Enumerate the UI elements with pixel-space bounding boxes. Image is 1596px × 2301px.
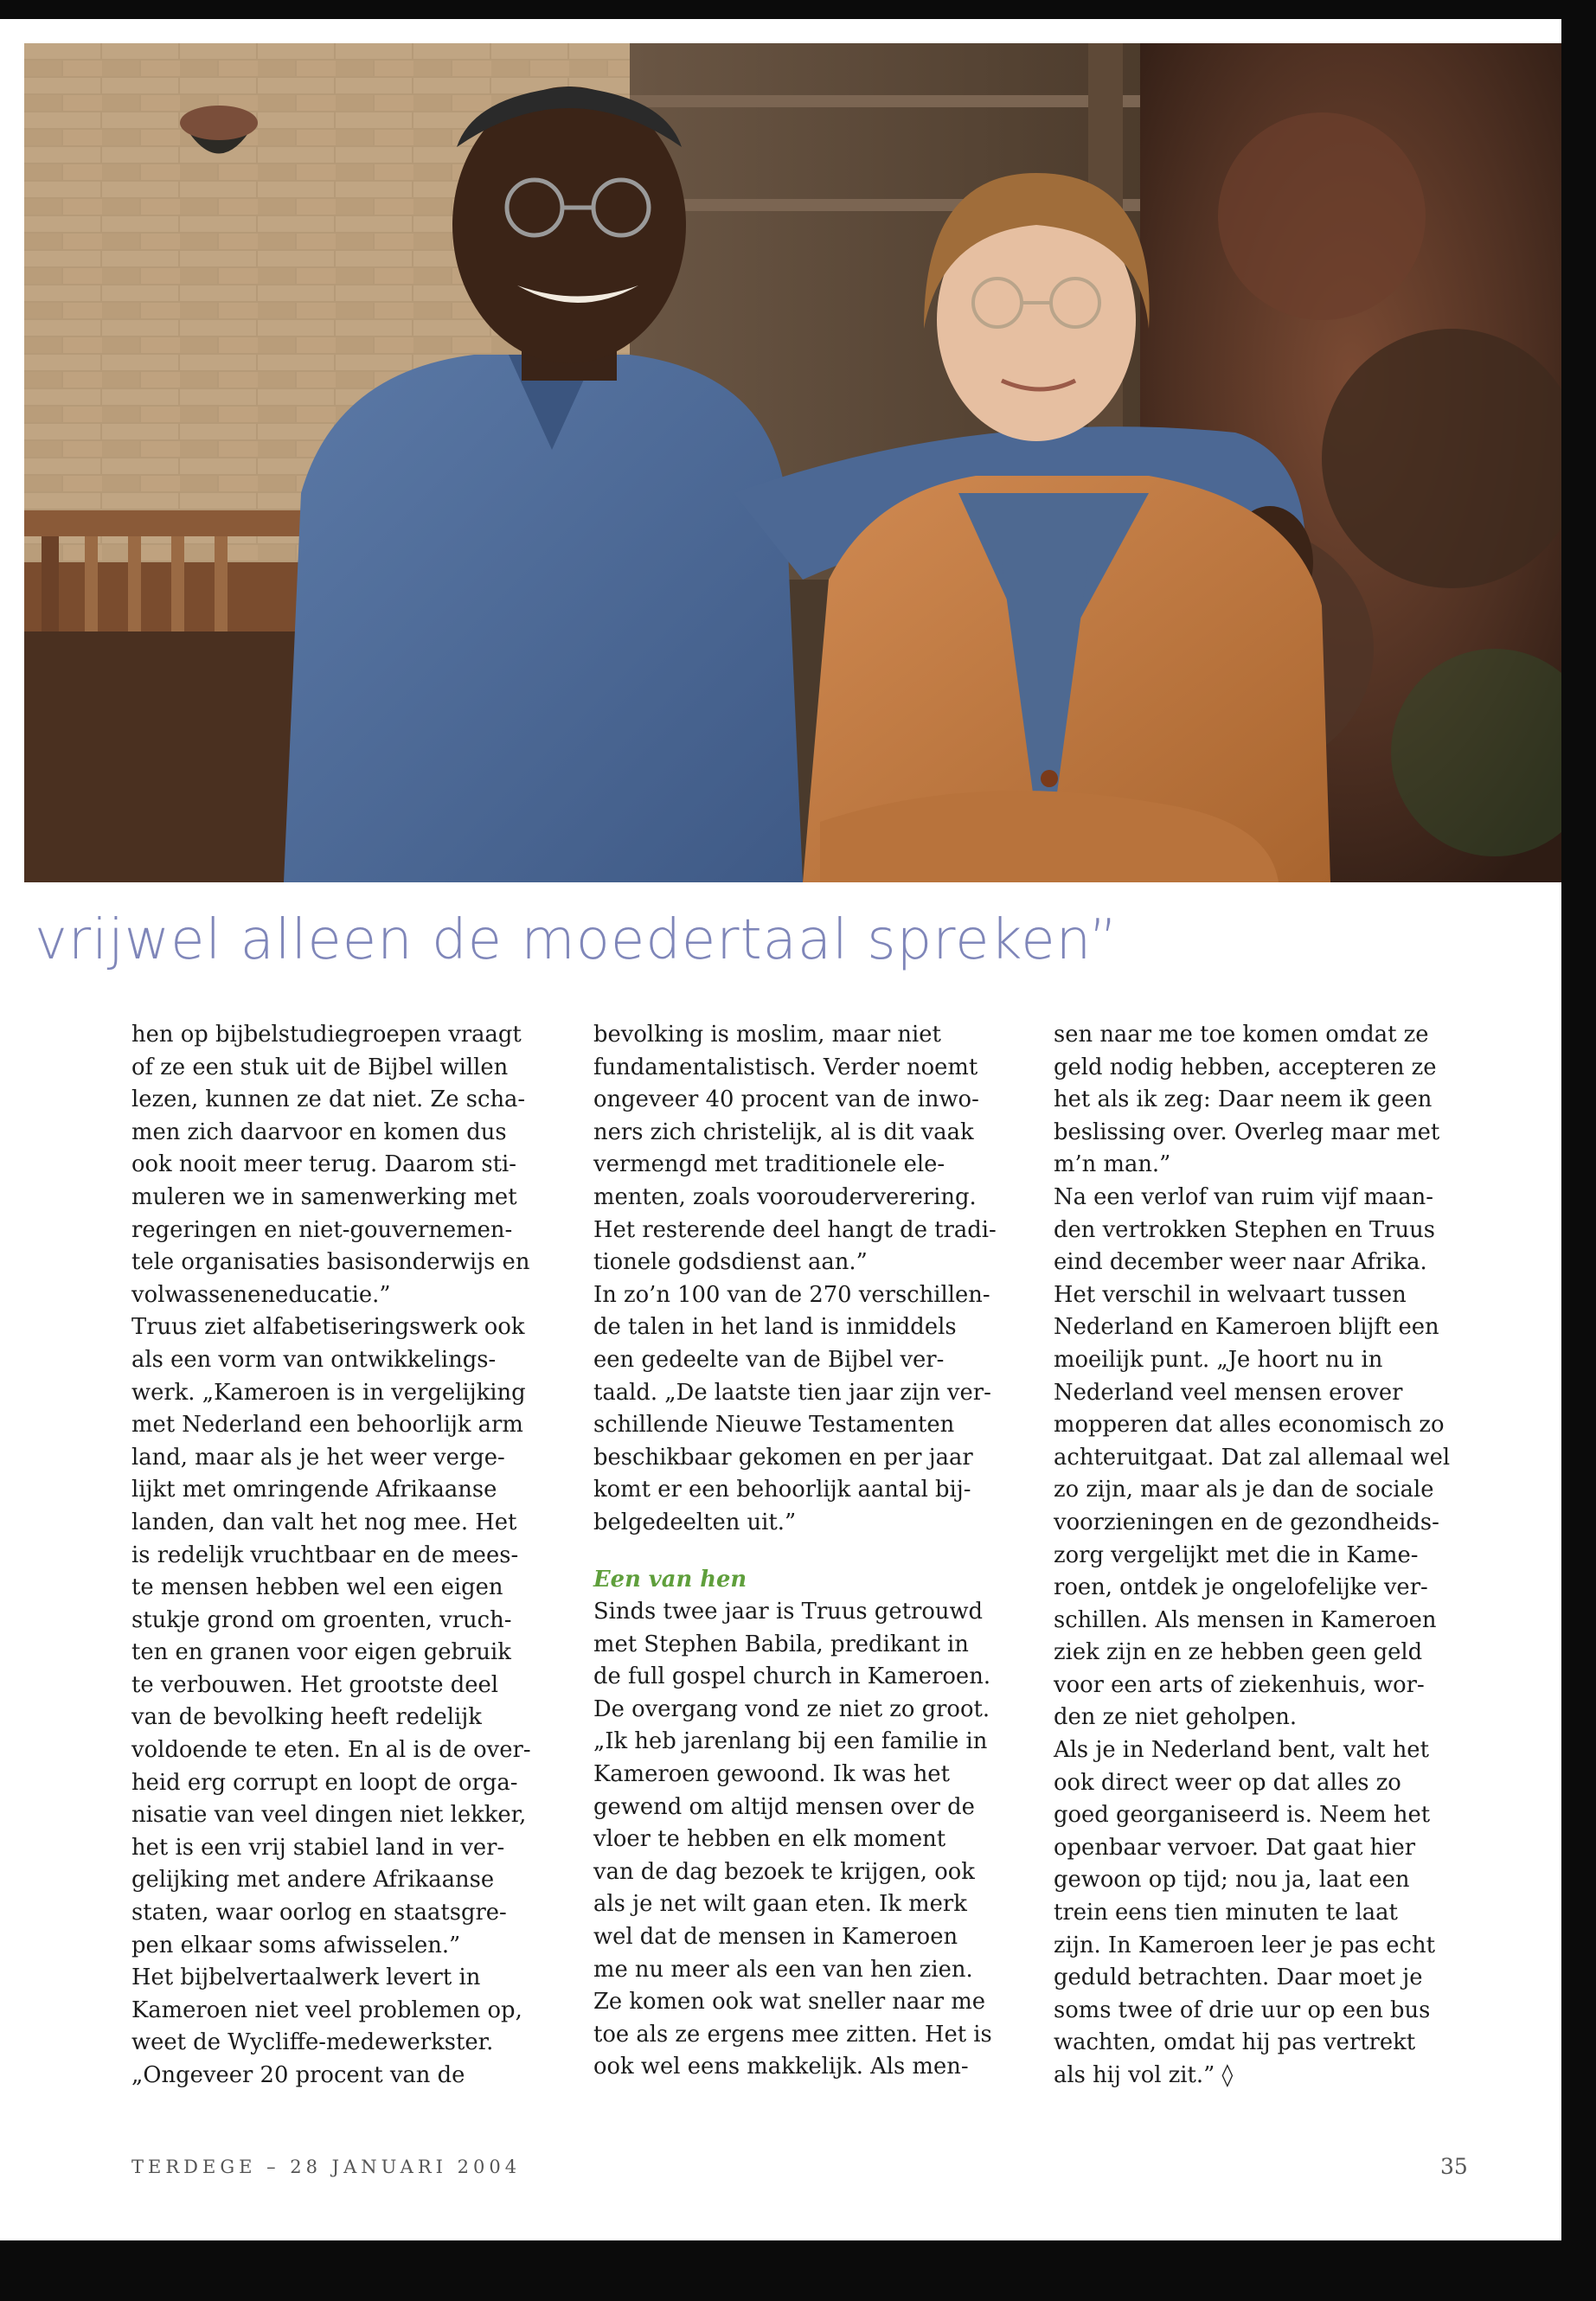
text-line: fundamentalistisch. Verder noemt bbox=[593, 1054, 978, 1080]
text-line: men zich daarvoor en komen dus bbox=[131, 1118, 507, 1145]
text-line: me nu meer als een van hen zien. bbox=[593, 1956, 973, 1983]
text-line: roen, ontdek je ongelofelijke ver- bbox=[1054, 1574, 1428, 1601]
text-line: trein eens tien minuten te laat bbox=[1054, 1900, 1398, 1926]
text-line: bevolking is moslim, maar niet bbox=[593, 1022, 941, 1048]
text-line: ook nooit meer terug. Daarom sti- bbox=[131, 1151, 516, 1178]
text-line: Sinds twee jaar is Truus getrouwd bbox=[593, 1599, 984, 1625]
couple-photo bbox=[24, 43, 1561, 882]
text-line: het is een vrij stabiel land in ver- bbox=[131, 1834, 505, 1861]
text-line: zo zijn, maar als je dan de sociale bbox=[1054, 1477, 1434, 1503]
text-line: de talen in het land is inmiddels bbox=[593, 1314, 957, 1341]
text-line: als je net wilt gaan eten. Ik merk bbox=[593, 1891, 967, 1918]
text-line: ners zich christelijk, al is dit vaak bbox=[593, 1118, 974, 1145]
article-column-2 bbox=[593, 1019, 1017, 2084]
text-line: schillende Nieuwe Testamenten bbox=[593, 1412, 955, 1439]
text-line: Het verschil in welvaart tussen bbox=[1054, 1281, 1407, 1308]
text-line: gewoon op tijd; nou ja, laat een bbox=[1054, 1867, 1410, 1894]
text-line: vermengd met traditionele ele- bbox=[593, 1151, 945, 1178]
text-line: beschikbaar gekomen en per jaar bbox=[593, 1444, 973, 1471]
text-line: eind december weer naar Afrika. bbox=[1054, 1249, 1427, 1276]
text-line: stukje grond om groenten, vruch- bbox=[131, 1606, 512, 1633]
text-line: land, maar als je het weer verge- bbox=[131, 1444, 505, 1471]
text-line: vloer te hebben en elk moment bbox=[593, 1826, 946, 1853]
page-number: 35 bbox=[1440, 2154, 1468, 2179]
text-line: pen elkaar soms afwisselen.” bbox=[131, 1932, 461, 1958]
text-line: met Nederland een behoorlijk arm bbox=[131, 1412, 523, 1439]
text-line: belgedeelten uit.” bbox=[593, 1509, 797, 1535]
text-line: lezen, kunnen ze dat niet. Ze scha- bbox=[131, 1086, 526, 1113]
text-line: ook direct weer op dat alles zo bbox=[1054, 1769, 1401, 1796]
text-line: als hij vol zit.” ◊ bbox=[1054, 2062, 1234, 2088]
text-line: ongeveer 40 procent van de inwo- bbox=[593, 1086, 979, 1113]
text-line: moeilijk punt. „Je hoort nu in bbox=[1054, 1346, 1383, 1373]
text-line: geduld betrachten. Daar moet je bbox=[1054, 1965, 1423, 1991]
text-line: ten en granen voor eigen gebruik bbox=[131, 1639, 511, 1666]
text-line: weet de Wycliffe-medewerkster. bbox=[131, 2029, 494, 2056]
text-line: Ze komen ook wat sneller naar me bbox=[593, 1989, 986, 2016]
text-line: gelijking met andere Afrikaanse bbox=[131, 1867, 495, 1894]
text-line: Na een verlof van ruim vijf maan- bbox=[1054, 1183, 1433, 1210]
text-line: Kameroen niet veel problemen op, bbox=[131, 1997, 522, 2023]
text-line: landen, dan valt het nog mee. Het bbox=[131, 1509, 517, 1535]
text-line: ziek zijn en ze hebben geen geld bbox=[1054, 1639, 1423, 1666]
text-line: staten, waar oorlog en staatsgre- bbox=[131, 1900, 507, 1926]
text-line: „Ik heb jarenlang bij een familie in bbox=[593, 1728, 988, 1755]
text-line: Nederland en Kameroen blijft een bbox=[1054, 1314, 1439, 1341]
publication-footer: TERDEGE – 28 JANUARI 2004 bbox=[131, 2157, 522, 2177]
text-line: ook wel eens makkelijk. Als men- bbox=[593, 2054, 969, 2080]
page-left-edge bbox=[0, 19, 24, 2240]
text-line: nisatie van veel dingen niet lekker, bbox=[131, 1802, 527, 1829]
text-line: menten, zoals voorouderverering. bbox=[593, 1183, 977, 1210]
text-line: of ze een stuk uit de Bijbel willen bbox=[131, 1054, 509, 1080]
text-line: Het bijbelvertaalwerk levert in bbox=[131, 1965, 481, 1991]
text-line: als een vorm van ontwikkelings- bbox=[131, 1346, 497, 1373]
text-line: tionele godsdienst aan.” bbox=[593, 1249, 868, 1276]
scan-border-bottom bbox=[0, 2240, 1596, 2301]
text-line: voldoende te eten. En al is de over- bbox=[131, 1737, 531, 1764]
scan-border-right bbox=[1561, 0, 1596, 2301]
text-line: m’n man.” bbox=[1054, 1151, 1171, 1178]
text-line: is redelijk vruchtbaar en de mees- bbox=[131, 1541, 519, 1568]
text-line: voorzieningen en de gezondheids- bbox=[1054, 1509, 1439, 1535]
text-line: Nederland veel mensen erover bbox=[1054, 1379, 1403, 1406]
article-headline: vrijwel alleen de moedertaal spreken” bbox=[35, 908, 1118, 972]
text-line: mopperen dat alles economisch zo bbox=[1054, 1412, 1445, 1439]
text-line: soms twee of drie uur op een bus bbox=[1054, 1997, 1431, 2023]
text-line: openbaar vervoer. Dat gaat hier bbox=[1054, 1834, 1416, 1861]
text-line: gewend om altijd mensen over de bbox=[593, 1793, 975, 1820]
text-line: sen naar me toe komen omdat ze bbox=[1054, 1022, 1429, 1048]
text-line: wel dat de mensen in Kameroen bbox=[593, 1924, 958, 1951]
text-line: toe als ze ergens mee zitten. Het is bbox=[593, 2021, 992, 2048]
text-line: werk. „Kameroen is in vergelijking bbox=[131, 1379, 526, 1406]
text-line: den vertrokken Stephen en Truus bbox=[1054, 1216, 1435, 1243]
text-line: zorg vergelijkt met die in Kame- bbox=[1054, 1541, 1419, 1568]
text-line: van de dag bezoek te krijgen, ook bbox=[593, 1858, 975, 1885]
text-line: wachten, omdat hij pas vertrekt bbox=[1054, 2029, 1416, 2056]
text-line: komt er een behoorlijk aantal bij- bbox=[593, 1477, 971, 1503]
text-line: met Stephen Babila, predikant in bbox=[593, 1631, 969, 1657]
text-line: den ze niet geholpen. bbox=[1054, 1704, 1298, 1731]
text-line: heid erg corrupt en loopt de orga- bbox=[131, 1769, 518, 1796]
text-line: taald. „De laatste tien jaar zijn ver- bbox=[593, 1379, 991, 1406]
text-line: „Ongeveer 20 procent van de bbox=[131, 2062, 465, 2088]
text-line: te mensen hebben wel een eigen bbox=[131, 1574, 503, 1601]
text-line: te verbouwen. Het grootste deel bbox=[131, 1671, 498, 1698]
text-line: geld nodig hebben, accepteren ze bbox=[1054, 1054, 1437, 1080]
text-line: Als je in Nederland bent, valt het bbox=[1054, 1737, 1429, 1764]
text-line: goed georganiseerd is. Neem het bbox=[1054, 1802, 1431, 1829]
article-column-3 bbox=[1054, 1019, 1477, 2093]
text-line: van de bevolking heeft redelijk bbox=[131, 1704, 482, 1731]
text-line: De overgang vond ze niet zo groot. bbox=[593, 1695, 990, 1722]
scan-border-top bbox=[0, 0, 1596, 19]
text-line: beslissing over. Overleg maar met bbox=[1054, 1118, 1440, 1145]
text-line: voor een arts of ziekenhuis, wor- bbox=[1054, 1671, 1425, 1698]
text-line: lijkt met omringende Afrikaanse bbox=[131, 1477, 497, 1503]
text-line: Truus ziet alfabetiseringswerk ook bbox=[131, 1314, 525, 1341]
text-line: In zo’n 100 van de 270 verschillen- bbox=[593, 1281, 990, 1308]
text-line: zijn. In Kameroen leer je pas echt bbox=[1054, 1932, 1435, 1958]
text-line: muleren we in samenwerking met bbox=[131, 1183, 517, 1210]
article-column-1 bbox=[131, 1019, 555, 2093]
text-line: tele organisaties basisonderwijs en bbox=[131, 1249, 530, 1276]
section-subheading: Een van hen bbox=[593, 1566, 747, 1593]
text-line: het als ik zeg: Daar neem ik geen bbox=[1054, 1086, 1433, 1113]
text-line: achteruitgaat. Dat zal allemaal wel bbox=[1054, 1444, 1451, 1471]
text-line: hen op bijbelstudiegroepen vraagt bbox=[131, 1022, 522, 1048]
text-line: regeringen en niet-gouvernemen- bbox=[131, 1216, 513, 1243]
text-line: schillen. Als mensen in Kameroen bbox=[1054, 1606, 1437, 1633]
text-line: een gedeelte van de Bijbel ver- bbox=[593, 1346, 945, 1373]
text-line: volwasseneneducatie.” bbox=[131, 1281, 391, 1308]
text-line: Kameroen gewoond. Ik was het bbox=[593, 1761, 950, 1788]
text-line: Het resterende deel hangt de tradi- bbox=[593, 1216, 997, 1243]
text-line: de full gospel church in Kameroen. bbox=[593, 1663, 991, 1690]
